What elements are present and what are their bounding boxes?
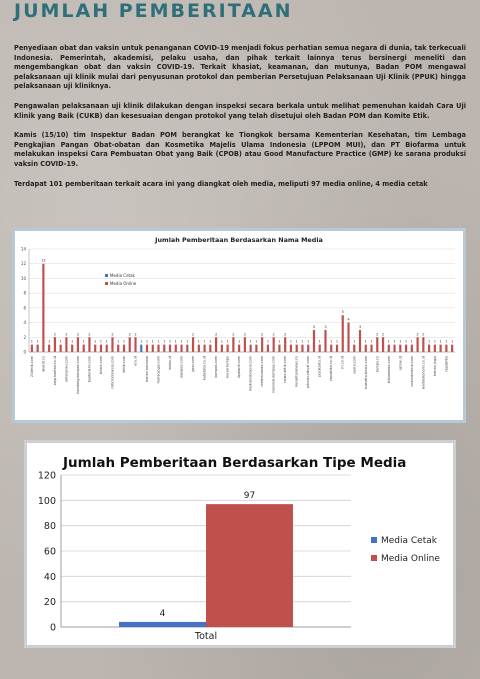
bar-data-label: 1 [122, 339, 126, 344]
bar-media-online [215, 337, 217, 352]
bar-media-online [365, 345, 367, 352]
bar-media-online [244, 337, 246, 352]
x-tick-label: harian jogja [432, 356, 437, 377]
bar-media-online [290, 345, 292, 352]
bar-data-label: 1 [30, 339, 34, 344]
bar-data-label: 1 [99, 339, 103, 344]
bar-media-online [198, 345, 200, 352]
paragraph-4: Terdapat 101 pemberitaan terkait acara ini yang diangkat oleh media, meliputi 97 media online, 4 media cetak [14, 179, 428, 188]
legend-label-media-cetak: Media Cetak [381, 536, 437, 546]
bar-media-online [336, 345, 338, 352]
bar-media-online [388, 345, 390, 352]
bar-data-label: 1 [301, 339, 304, 344]
bar-data-label: 1 [433, 339, 436, 344]
paragraph-2: Pengawalan pelaksanaan uji klinik dilakukan dengan inspeksi secara berkala untuk melihat pemenuhan kaidah Cara Uji Klinik yang Baik (CUKB) dan kesesuaian dengan protokol yang telah disetujui oleh Badan POM dan Komite Etik. [14, 101, 466, 120]
bar-media-online [324, 330, 326, 352]
bar-data-label: 3 [312, 324, 316, 329]
bar-media-online [42, 264, 44, 352]
bar-data-label: 1 [163, 339, 166, 344]
bar-media-online [192, 337, 194, 352]
bar-data-label: 2 [76, 332, 80, 337]
bar-data-label: 1 [289, 339, 293, 344]
bar-media-online [278, 345, 280, 352]
x-tick-label: katadata.co.id [202, 356, 207, 381]
x-tick-label: amp.kontan.co.id [52, 356, 57, 386]
bar-media-online [445, 345, 447, 352]
bar-media-online [347, 323, 349, 352]
bar-data-label: 1 [168, 339, 172, 344]
bar-media-online [186, 345, 188, 352]
bar-media-online [146, 345, 148, 352]
bar-data-label: 1 [255, 339, 258, 344]
bar-data-label: 1 [48, 339, 51, 344]
y-tick-label: 12 [20, 261, 26, 267]
x-tick-label: rri.co.id [340, 356, 345, 369]
x-tick-label: Total [194, 631, 218, 642]
x-tick-label: republika [444, 356, 449, 372]
x-tick-label: antarariau.com [64, 356, 69, 382]
bar-media-online [301, 345, 303, 352]
x-tick-label: pikiran-rakyat.com [306, 356, 311, 388]
x-tick-label: nusantaranews.co [294, 356, 299, 387]
bar-media-online [83, 345, 85, 352]
bar-data-label: 3 [324, 324, 327, 329]
bar-data-label: 2 [232, 332, 235, 337]
bar-data-label: 3 [358, 324, 362, 329]
bar-data-label: 1 [157, 339, 160, 344]
bar-data-label: 2 [416, 332, 419, 337]
bar-media-online [353, 345, 355, 352]
bar-media-online [238, 345, 240, 352]
x-tick-label: sumatra.bisnis.com [363, 356, 368, 390]
bar-media-online [440, 345, 442, 352]
bar-media-online [157, 345, 159, 352]
x-tick-label: cnbcindonesia.com [110, 356, 115, 389]
x-tick-label: harian nasional [145, 356, 150, 383]
x-tick-label: 20detik.com [29, 356, 34, 378]
bar-media-cetak [119, 622, 206, 627]
bar-media-online [100, 345, 102, 352]
bar-data-label: 1 [266, 339, 270, 344]
media-type-chart [27, 443, 453, 645]
y-tick-label: 14 [20, 246, 26, 252]
bar-media-online [209, 345, 211, 352]
bar-data-label: 2 [381, 332, 385, 337]
x-tick-label: pojoksatu.id [317, 356, 322, 377]
x-tick-label: liputan6.com [237, 356, 242, 379]
bar-data-label: 1 [353, 339, 356, 344]
y-tick-label: 120 [37, 470, 56, 482]
legend-label-media-online: Media Online [381, 554, 440, 564]
bar-data-label: 1 [318, 339, 321, 344]
bar-data-label: 1 [410, 339, 413, 344]
bar-media-online [94, 345, 96, 352]
x-tick-label: akurat.co [41, 356, 46, 372]
x-tick-label: mediaindonesia.com [248, 356, 253, 392]
bar-data-label: 2 [134, 332, 137, 337]
x-tick-label: bandung.kompas.com [75, 356, 80, 394]
bar-data-label: 1 [82, 339, 85, 344]
x-tick-label: republika.co.id [329, 356, 334, 381]
bar-data-label: 1 [220, 339, 223, 344]
bar-data-label: 1 [364, 339, 367, 344]
bar-media-online [54, 337, 56, 352]
legend-swatch-media-online [371, 555, 377, 561]
bar-data-label: 1 [36, 339, 39, 344]
bar-data-label: 1 [145, 339, 149, 344]
bar-media-online [111, 337, 113, 352]
x-tick-label: nasional.kompas.com [271, 356, 276, 393]
bar-data-label: 1 [439, 339, 442, 344]
bar-media-online [393, 345, 395, 352]
bar-media-online [65, 337, 67, 352]
bar-data-label: 1 [237, 339, 241, 344]
bar-media-online [296, 345, 298, 352]
bar-media-online [123, 345, 125, 352]
paragraph-1: Penyediaan obat dan vaksin untuk penanganan COVID-19 menjadi fokus perhatian semua negara di dunia, tak terkecuali Indonesia. Pemerintah, akademisi, pelaku usaha, dan pihak terkait lainnya terus bersinergi meneliti dan mengembangkan obat dan vaksin COVID-19. Terkait khasiat, keamanan, dan mutunya, Badan POM mengawal pelaksanaan uji klinik mulai dari penyusunan protokol dan pemberian Persetujuan Pelaksanaan Uji Klinik (PPUK) hingga pelaksanaan uji kliniknya. [14, 44, 466, 91]
chart-title: Jumlah Pemberitaan Berdasarkan Nama Media [155, 236, 323, 244]
bar-media-online [416, 337, 418, 352]
bar-data-label: 2 [191, 332, 195, 337]
bar-data-label: 2 [111, 332, 114, 337]
bar-media-online [180, 345, 182, 352]
bar-media-online [206, 504, 293, 627]
bar-media-online [250, 345, 252, 352]
x-tick-label: uzone.id [398, 356, 403, 371]
bar-media-online [60, 345, 62, 352]
bar-media-online [307, 345, 309, 352]
bar-data-label: 2 [128, 332, 131, 337]
y-tick-label: 8 [23, 290, 26, 296]
bar-media-online [422, 337, 424, 352]
bar-data-label: 2 [376, 332, 379, 337]
bar-data-label: 2 [88, 332, 91, 337]
bar-data-label: 1 [71, 339, 74, 344]
bar-data-label: 1 [450, 339, 454, 344]
bar-data-label: 2 [284, 332, 287, 337]
bar-media-cetak [140, 345, 142, 352]
bar-data-label: 1 [151, 339, 154, 344]
bar-data-label: 2 [261, 332, 264, 337]
x-tick-label: metrotvnews.com [260, 356, 265, 387]
x-tick-label: voaindonesia.com [409, 356, 414, 387]
bar-data-label: 1 [404, 339, 408, 344]
bar-data-label: 1 [186, 339, 189, 344]
bar-media-online [342, 315, 344, 352]
y-tick-label: 2 [23, 334, 26, 340]
bar-data-label: 1 [174, 339, 177, 344]
bar-data-label: 1 [140, 339, 143, 344]
x-tick-label: news.detik.com [283, 356, 288, 383]
bar-media-online [359, 330, 361, 352]
bar-data-label: 1 [180, 339, 183, 344]
bar-data-label: 1 [445, 339, 448, 344]
bar-media-online [451, 345, 453, 352]
bar-media-online [152, 345, 154, 352]
y-tick-label: 40 [43, 571, 56, 583]
bar-data-label: 1 [59, 339, 62, 344]
bar-media-online [48, 345, 50, 352]
bar-media-online [428, 345, 430, 352]
bar-data-label: 1 [399, 339, 402, 344]
bar-media-online [163, 345, 165, 352]
bar-data-label: 1 [197, 339, 200, 344]
x-tick-label: kompas.com [214, 356, 219, 378]
bar-data-label: 2 [65, 332, 68, 337]
bar-data-label: 1 [393, 339, 396, 344]
article-body [14, 44, 466, 199]
bar-media-online [267, 345, 269, 352]
bar-media-online [399, 345, 401, 352]
bar-data-label: 2 [422, 332, 425, 337]
bar-media-online [319, 345, 321, 352]
bar-media-online [376, 337, 378, 352]
legend-swatch-media-online [105, 282, 108, 285]
bar-data-label: 1 [117, 339, 120, 344]
x-tick-label: wartaekonomi.co.id [421, 356, 426, 390]
bar-data-label: 5 [341, 310, 344, 315]
bar-media-online [88, 337, 90, 352]
x-tick-label: tempo.co [375, 356, 380, 372]
legend-swatch-media-cetak [105, 274, 108, 277]
bar-media-online [203, 345, 205, 352]
bar-data-label: 2 [243, 332, 247, 337]
bar-data-label: 1 [203, 339, 206, 344]
bar-data-label: 1 [249, 339, 252, 344]
x-tick-label: inews.id [168, 356, 173, 370]
bar-media-online [37, 345, 39, 352]
y-tick-label: 20 [43, 597, 56, 609]
y-tick-label: 0 [23, 349, 26, 355]
paragraph-3: Kamis (15/10) tim Inspektur Badan POM berangkat ke Tiongkok bersama Kementerian Kesehatan, tim Lembaga Pengkajian Pangan Obat-obatan dan Kosmetika Majelis Ulama Indonesia (LPPOM MUI), dan PT Biofarma untuk melakukan inspeksi Cara Pembuatan Obat yang Baik (CPOB) atau Good Manufacture Practice (GMP) ke sarana produksi vaksin COVID-19. [14, 131, 466, 168]
x-tick-label: era.id [133, 356, 138, 366]
media-type-chart-panel [24, 440, 456, 648]
bar-media-online [330, 345, 332, 352]
y-tick-label: 0 [49, 622, 56, 634]
y-tick-label: 100 [37, 495, 56, 507]
bar-media-online [175, 345, 177, 352]
bar-media-online [411, 345, 413, 352]
bar-data-label: 2 [53, 332, 57, 337]
bar-media-online [382, 337, 384, 352]
bar-media-online [71, 345, 73, 352]
bar-media-online [232, 337, 234, 352]
bar-media-online [434, 345, 436, 352]
bar-data-label: 12 [41, 258, 46, 263]
bar-media-online [313, 330, 315, 352]
legend-swatch-media-cetak [371, 537, 377, 543]
bar-media-online [284, 337, 286, 352]
x-tick-label: koran tempo [225, 356, 230, 378]
bar-media-online [134, 337, 136, 352]
chart-title: Jumlah Pemberitaan Berdasarkan Tipe Media [63, 455, 407, 471]
bar-data-label: 1 [370, 339, 373, 344]
bar-media-online [31, 345, 33, 352]
x-tick-label: harianjogja.com [156, 356, 161, 384]
x-tick-label: suara.com [352, 356, 357, 374]
bar-data-label: 1 [427, 339, 431, 344]
bar-media-online [273, 337, 275, 352]
y-tick-label: 80 [43, 521, 56, 533]
bar-data-label: 1 [330, 339, 333, 344]
bar-data-label: 1 [335, 339, 339, 344]
bar-media-online [405, 345, 407, 352]
bar-data-label: 2 [272, 332, 275, 337]
bar-data-label: 1 [226, 339, 229, 344]
bar-media-online [129, 337, 131, 352]
x-tick-label: bisnis.com [98, 356, 103, 375]
bar-data-label: 1 [105, 339, 108, 344]
legend-label-media-cetak: Media Cetak [110, 273, 135, 278]
bar-media-online [106, 345, 108, 352]
bar-data-label: 1 [278, 339, 281, 344]
bar-data-label: 1 [307, 339, 310, 344]
bar-data-label: 97 [243, 491, 256, 502]
x-tick-label: jpnn.com [191, 356, 196, 372]
x-tick-label: bantenkini.com [87, 356, 92, 383]
bar-media-online [227, 345, 229, 352]
bar-data-label: 4 [347, 317, 350, 322]
bar-media-online [370, 345, 372, 352]
x-tick-label: jawapos.com [179, 356, 184, 379]
page-title: JUMLAH PEMBERITAAN [14, 0, 293, 22]
bar-data-label: 1 [295, 339, 298, 344]
bar-data-label: 1 [209, 339, 212, 344]
y-tick-label: 10 [20, 275, 26, 281]
bar-media-online [117, 345, 119, 352]
media-name-chart-panel [12, 228, 466, 423]
legend-label-media-online: Media Online [110, 281, 137, 286]
bar-media-online [255, 345, 257, 352]
bar-data-label: 1 [387, 339, 390, 344]
x-tick-label: tribunnews.com [386, 356, 391, 384]
y-tick-label: 60 [43, 546, 56, 558]
x-tick-label: detik.com [121, 356, 126, 373]
media-name-chart [15, 231, 463, 420]
y-tick-label: 4 [23, 320, 26, 326]
bar-data-label: 4 [159, 608, 166, 619]
bar-data-label: 1 [94, 339, 97, 344]
bar-data-label: 2 [214, 332, 218, 337]
bar-media-online [221, 345, 223, 352]
bar-media-online [77, 337, 79, 352]
bar-media-online [169, 345, 171, 352]
y-tick-label: 6 [23, 305, 26, 311]
bar-media-online [261, 337, 263, 352]
